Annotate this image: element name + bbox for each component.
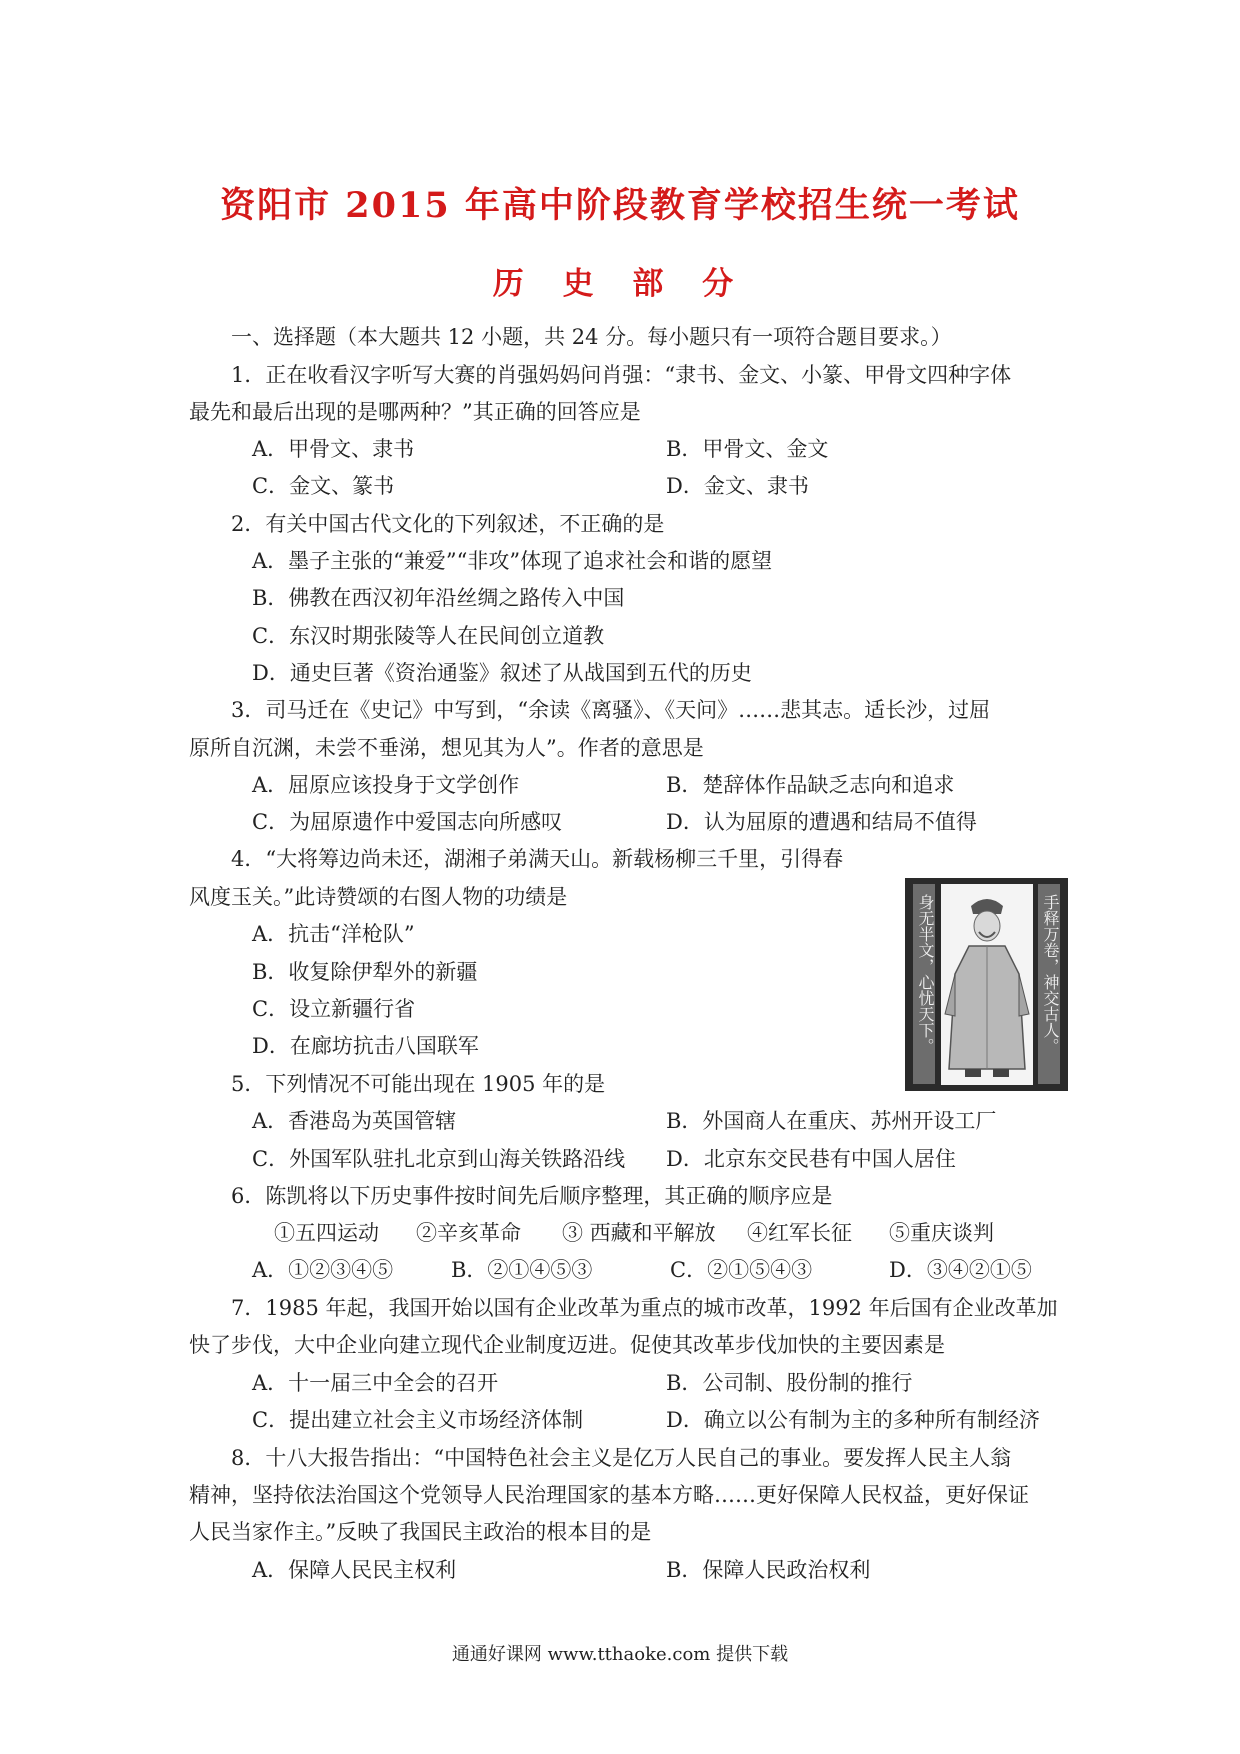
portrait-left-couplet: 身无半文，心忧天下。 xyxy=(913,884,935,1084)
q6-event-5: ⑤重庆谈判 xyxy=(889,1221,994,1245)
q6-event-4: ④红军长征 xyxy=(747,1221,852,1245)
q1-option-c: C．金文、篆书 xyxy=(252,474,395,498)
q7-stem-line2: 快了步伐，大中企业向建立现代企业制度迈进。促使其改革步伐加快的主要因素是 xyxy=(189,1333,945,1357)
exam-title: 资阳市 2015 年高中阶段教育学校招生统一考试 xyxy=(220,185,1020,226)
q4-option-c: C．设立新疆行省 xyxy=(252,997,416,1021)
q5-stem: 5．下列情况不可能出现在 1905 年的是 xyxy=(231,1072,606,1096)
q4-stem-line1: 4．“大将筹边尚未还，湖湘子弟满天山。新载杨柳三千里，引得春 xyxy=(231,847,844,871)
q5-option-c: C．外国军队驻扎北京到山海关铁路沿线 xyxy=(252,1147,626,1171)
q6-event-1: ①五四运动 xyxy=(274,1221,379,1245)
q8-stem-line3: 人民当家作主。”反映了我国民主政治的根本目的是 xyxy=(189,1520,652,1544)
subject-title: 历 史 部 分 xyxy=(492,266,748,302)
q8-option-a: A．保障人民民主权利 xyxy=(252,1558,457,1582)
q3-stem-line1: 3．司马迁在《史记》中写到，“余读《离骚》、《天问》……悲其志。适长沙，过屈 xyxy=(231,698,991,722)
q6-option-d: D．③④②①⑤ xyxy=(889,1258,1032,1282)
q6-option-c: C．②①⑤④③ xyxy=(670,1258,813,1282)
q3-option-c: C．为屈原遗作中爱国志向所感叹 xyxy=(252,810,563,834)
q5-option-b: B．外国商人在重庆、苏州开设工厂 xyxy=(666,1109,997,1133)
q6-stem: 6．陈凯将以下历史事件按时间先后顺序整理，其正确的顺序应是 xyxy=(231,1184,833,1208)
q3-option-a: A．屈原应该投身于文学创作 xyxy=(252,773,520,797)
q7-option-a: A．十一届三中全会的召开 xyxy=(252,1371,499,1395)
q8-option-b: B．保障人民政治权利 xyxy=(666,1558,871,1582)
q4-option-a: A．抗击“洋枪队” xyxy=(252,922,415,946)
q2-option-d: D．通史巨著《资治通鉴》叙述了从战国到五代的历史 xyxy=(252,661,752,685)
q2-option-b: B．佛教在西汉初年沿丝绸之路传入中国 xyxy=(252,586,625,610)
section-heading: 一、选择题（本大题共 12 小题，共 24 分。每小题只有一项符合题目要求。） xyxy=(231,325,952,349)
q1-option-a: A．甲骨文、隶书 xyxy=(252,437,415,461)
q3-stem-line2: 原所自沉渊，未尝不垂涕，想见其为人”。作者的意思是 xyxy=(189,736,704,760)
q6-event-3: ③ 西藏和平解放 xyxy=(562,1221,716,1245)
q4-option-b: B．收复除伊犁外的新疆 xyxy=(252,960,478,984)
portrait-drawing xyxy=(941,884,1033,1085)
portrait-image xyxy=(941,884,1033,1085)
q4-option-d: D．在廊坊抗击八国联军 xyxy=(252,1034,479,1058)
q7-option-d: D．确立以公有制为主的多种所有制经济 xyxy=(666,1408,1040,1432)
q1-option-b: B．甲骨文、金文 xyxy=(666,437,829,461)
q3-option-b: B．楚辞体作品缺乏志向和追求 xyxy=(666,773,955,797)
q7-stem-line1: 7．1985 年起，我国开始以国有企业改革为重点的城市改革，1992 年后国有企业改革加 xyxy=(231,1296,1058,1320)
q5-option-d: D．北京东交民巷有中国人居住 xyxy=(666,1147,956,1171)
q2-stem: 2．有关中国古代文化的下列叙述，不正确的是 xyxy=(231,512,665,536)
q7-option-b: B．公司制、股份制的推行 xyxy=(666,1371,913,1395)
q2-option-a: A．墨子主张的“兼爱”“非攻”体现了追求社会和谐的愿望 xyxy=(252,549,773,573)
q7-option-c: C．提出建立社会主义市场经济体制 xyxy=(252,1408,584,1432)
q6-option-b: B．②①④⑤③ xyxy=(451,1258,593,1282)
q4-stem-line2: 风度玉关。”此诗赞颂的右图人物的功绩是 xyxy=(189,885,568,909)
q8-stem-line2: 精神，坚持依法治国这个党领导人民治理国家的基本方略……更好保障人民权益，更好保证 xyxy=(189,1483,1029,1507)
q2-option-c: C．东汉时期张陵等人在民间创立道教 xyxy=(252,624,605,648)
q1-option-d: D．金文、隶书 xyxy=(666,474,809,498)
q4-portrait-figure xyxy=(905,878,1068,1091)
portrait-right-couplet: 手释万卷，神交古人。 xyxy=(1038,884,1060,1084)
q1-stem-line1: 1．正在收看汉字听写大赛的肖强妈妈问肖强：“隶书、金文、小篆、甲骨文四种字体 xyxy=(231,363,1012,387)
q8-stem-line1: 8．十八大报告指出：“中国特色社会主义是亿万人民自己的事业。要发挥人民主人翁 xyxy=(231,1446,1012,1470)
q6-event-2: ②辛亥革命 xyxy=(416,1221,521,1245)
q5-option-a: A．香港岛为英国管辖 xyxy=(252,1109,457,1133)
q3-option-d: D．认为屈原的遭遇和结局不值得 xyxy=(666,810,977,834)
footer-credit: 通通好课网 www.tthaoke.com 提供下载 xyxy=(451,1644,789,1665)
q1-stem-line2: 最先和最后出现的是哪两种？”其正确的回答应是 xyxy=(189,400,641,424)
q6-option-a: A．①②③④⑤ xyxy=(252,1258,394,1282)
